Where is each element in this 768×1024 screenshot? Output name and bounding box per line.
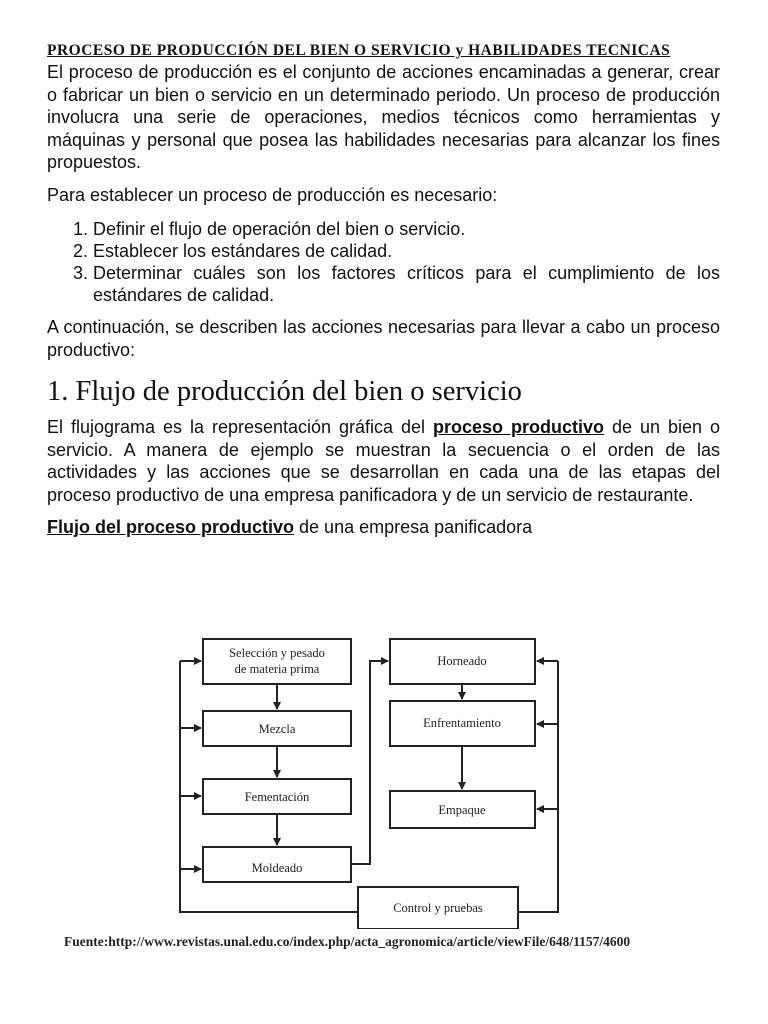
flow-label-seleccion-1: Selección y pesado [229, 646, 325, 660]
flow-label-seleccion-2: de materia prima [234, 662, 320, 676]
intro-paragraph: El proceso de producción es el conjunto de acciones encaminadas a generar, crear o fabricar un bien o servicio en un determinado periodo. Un proceso de producción involucra una serie de operaciones, medios técnicos como herramientas y máquinas y personal que posea las habilidades necesarias para alcanzar los fines propuestos. [47, 62, 720, 172]
flowchart-intro-text-rest: de un bien o servicio. A manera de ejemplo se muestran la secuencia o el orden de las actividades y las acciones que se desarrollan en cada una de las etapas del proceso productivo de una empresa panificadora y de un servicio de restaurante. [47, 417, 720, 505]
flowchart-intro-text: El flujograma es la representación gráfica del [47, 417, 434, 437]
steps-list [47, 218, 720, 306]
continuation-paragraph: A continuación, se describen las acciones necesarias para llevar a cabo un proceso productivo: [47, 317, 720, 360]
flow-label-moldeado: Moldeado [251, 861, 303, 875]
flujo-proceso-link[interactable]: Flujo del proceso productivo [47, 517, 295, 537]
figure-caption [47, 516, 720, 539]
proceso-productivo-link[interactable]: proceso productivo [433, 417, 605, 437]
document-heading: PROCESO DE PRODUCCIÓN DEL BIEN O SERVICIO y HABILIDADES TECNICAS [47, 42, 671, 59]
flow-label-fermentacion: Fementación [244, 790, 310, 804]
flow-label-enfrentamiento: Enfrentamiento [423, 716, 501, 730]
document-page [47, 40, 720, 539]
bakery-flowchart [170, 634, 570, 929]
flowchart-intro-paragraph [47, 416, 720, 506]
list-item: 3. Determinar cuáles son los factores críticos para el cumplimiento de los estándares de calidad. [93, 262, 720, 306]
list-item: 1. Definir el flujo de operación del bien o servicio. [93, 218, 720, 240]
section-title: 1. Flujo de producción del bien o servicio [47, 376, 522, 407]
list-item: 2. Establecer los estándares de calidad. [93, 240, 720, 262]
source-citation: Fuente:http://www.revistas.unal.edu.co/index.php/acta_agronomica/article/viewFile/648/1157/4600 [64, 934, 631, 949]
requirements-paragraph: Para establecer un proceso de producción es necesario: [47, 184, 498, 205]
figure-caption-rest: de una empresa panificadora [294, 517, 533, 537]
flow-label-empaque: Empaque [438, 803, 486, 817]
flow-label-horneado: Horneado [437, 654, 487, 668]
flow-label-control: Control y pruebas [393, 901, 483, 915]
flow-label-mezcla: Mezcla [258, 722, 296, 736]
